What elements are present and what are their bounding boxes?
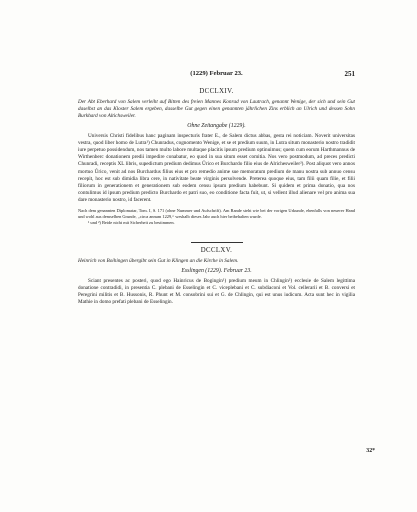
document-number: DCCLXV. — [200, 246, 233, 254]
document-summary: Der Abt Eberhard von Salem verleiht auf Bitten des freien Mannes Konrad von Lautrach, genannt Wenige, der sich und sein Gut daselbst an das Kloster Salem ergeben, dasselbe Gut gegen einen genannten jährlichen Zins erblich an Ulrich und dessen Sohn Burkhard von Altichsweiler. — [78, 99, 355, 120]
document-date-line: Ohne Zeitangabe (1229). — [187, 123, 246, 130]
page-number: 251 — [344, 70, 355, 78]
footnote: ¹ und ²) Beide nicht mit Sicherheit zu bestimmen. — [88, 219, 175, 225]
document-summary: Heinrich von Boihingen übergibt sein Gut in Klingen an die Kirche in Salem. — [78, 257, 239, 264]
document-date-line: Esslingen (1229). Februar 23. — [181, 267, 252, 274]
document-body: Universis Christi fidelibus hanc paginam inspecturis frater E., de Salem dictus abbas, gesta rei noticiam. Noverit universitas vestra, quod liber homo de Lutra¹) Chunradus, cognomento Wenige, et se et predium suum, in Lutra situm monasterio nostro tradidit iure perpetuo possidendum, nos tamen multo labore multaque placitis ipsum predium optinuimus; quem cum eorum Harthmannus de Wirthenberc donationem predii impedire conabatur, eo quod in sua situm esset comitia. Nos vero postmodum, ad preces predicti Chunradi, receptis XL libris, supedictum predium dedimus Ůrico et Burchardo filio eius de Alrichesweiler²). Post aliquot vero annos mortuo Ůrico, venit ad nos Burchardus filius eius et pro remedio anime sue memoratum predium de manu nostra sub annuo censu recepit, hoc est sub dimidia libra cere, in nativitate beate virginis persolvende. Preterea quoque eius, tam filii quam filie, et filii filiorum in generationem et generationem sub eodem censu ipsum predium habebunt. Si quidem et prima donatio, qua nos contulimus id ipsum predium predicto Burchardo et patri suo, eo conditione facta fuit, ut, si vellent illud alienare vel pro anima sua dare monasterio nostro, id facerent. — [78, 133, 355, 203]
document-number: DCCLXIV. — [199, 88, 234, 95]
sheet-signature: 32* — [366, 448, 375, 454]
document-body: Sciant presentes ac posteri, quod ego Hainricus de Bogingin¹) predium meum in Chlingin²) ecclesie de Salem legittima donatione contradidi, in presentia C. plebani de Esselingin et C. viceplebani et C. subdiaconi et Vol. cellerarii et B. conversi et Peregrini militis et B. Hussonis, R. Phunt et M. consobrini sui et G. de Chlingin, qui est unus iudicum. Acta sunt hec in vigilia Mathie in domo prefati plebani de Esselingin. — [78, 277, 355, 305]
section-divider — [191, 242, 243, 243]
source-note: Nach dem genannten Diplomatar, Tom. I, S. 171 (ohne Nummer und Aufschrift). Am Rande steht wie bei der vorigen Urkunde, ebenfalls von neuerer Hand und wohl aus demselben Grunde, „circa annum 1229,“ weshalb dieses Jahr auch hier beibehalten wurde. — [78, 207, 355, 219]
running-head — [78, 70, 355, 82]
running-head-text: (1229) Februar 23. — [190, 70, 243, 77]
text-block — [78, 70, 355, 306]
